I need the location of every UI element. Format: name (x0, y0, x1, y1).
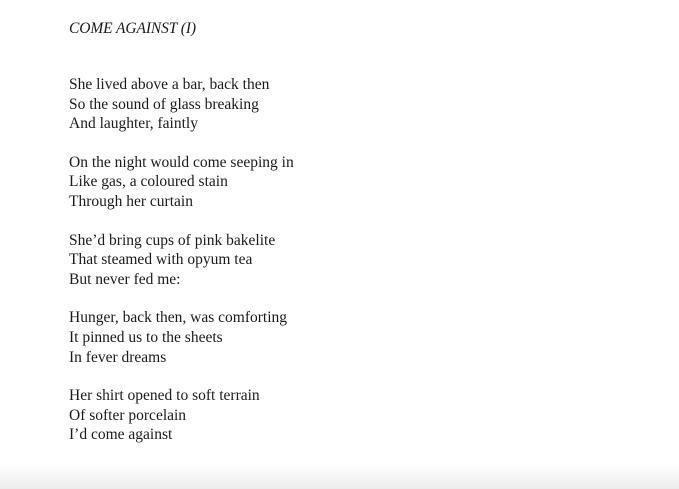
poem-line: Hunger, back then, was comforting (69, 309, 288, 327)
poem-line: Through her curtain (69, 192, 193, 210)
poem-line: She lived above a bar, back then (69, 76, 270, 93)
poem-title: COME AGAINST (I) (69, 20, 196, 37)
poem-line: It pinned us to the sheets (69, 328, 223, 346)
poem-line: Of softer porcelain (69, 406, 187, 424)
poem-line: That steamed with opyum tea (69, 251, 253, 269)
poem-line: And laughter, faintly (69, 115, 198, 133)
stanza-3 (69, 231, 294, 290)
stanza-2 (69, 153, 294, 212)
stanza-5 (69, 386, 294, 445)
stanza-4 (69, 308, 294, 367)
poem-line: Her shirt opened to soft terrain (69, 387, 260, 405)
poem-line: But never fed me: (69, 270, 181, 288)
page-bottom-edge (0, 465, 679, 489)
stanza-1 (69, 75, 294, 134)
poem-line: So the sound of glass breaking (69, 95, 259, 113)
poem-body (69, 75, 294, 464)
poem-line: Like gas, a coloured stain (69, 173, 228, 191)
poem-line: I’d come against (69, 426, 173, 444)
poem-line: On the night would come seeping in (69, 153, 294, 171)
poem-line: She’d bring cups of pink bakelite (69, 231, 276, 249)
poem-line: In fever dreams (69, 348, 167, 366)
